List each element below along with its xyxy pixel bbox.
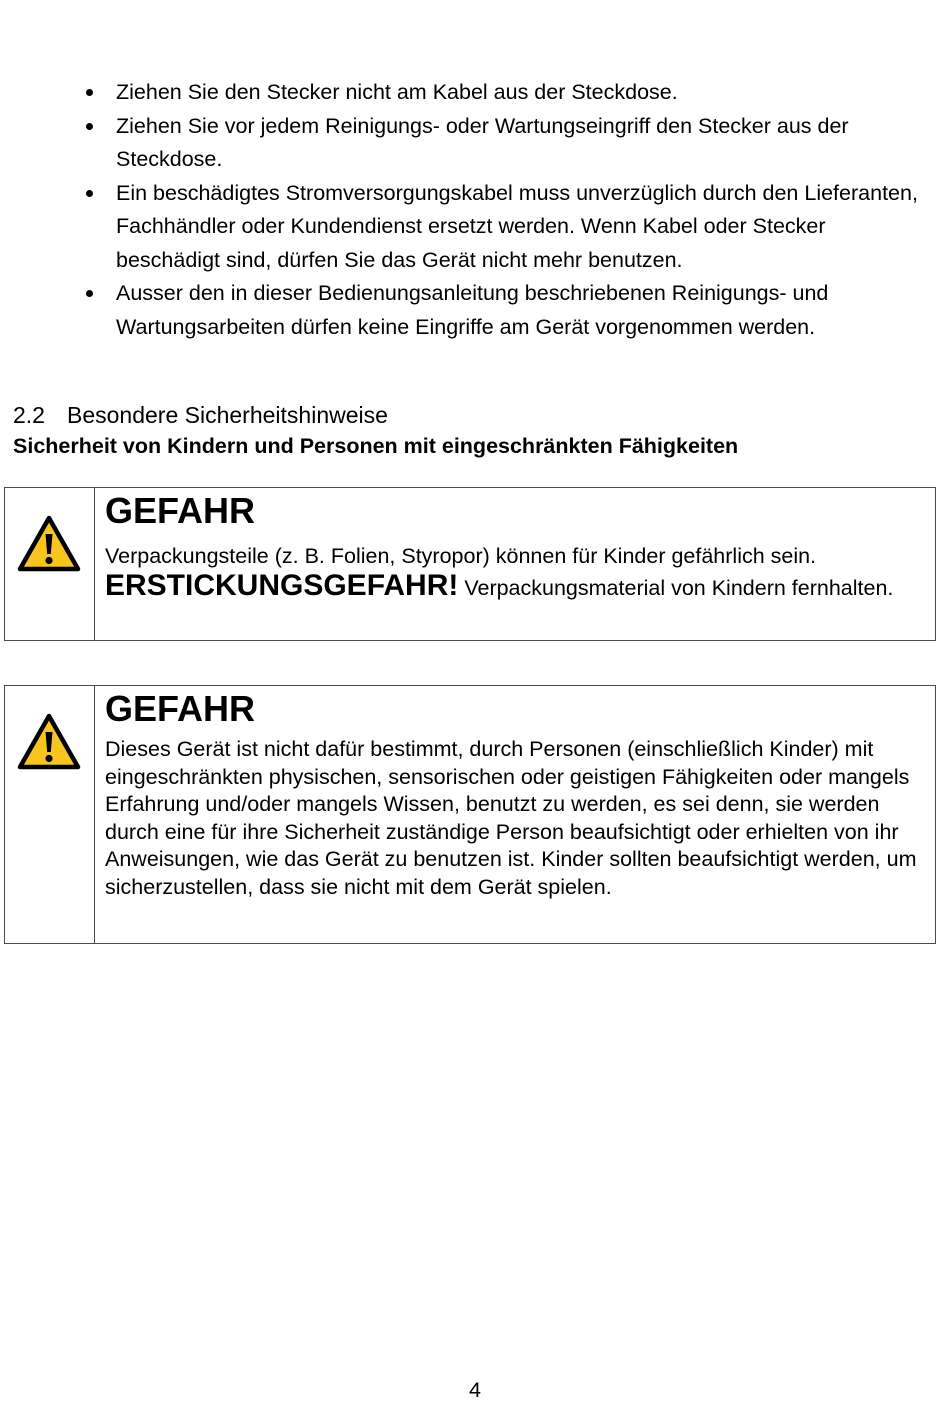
bullet-dot-icon xyxy=(86,190,93,197)
warning-icon-cell xyxy=(5,686,95,943)
bullet-dot-icon xyxy=(86,123,93,130)
warning-title: GEFAHR xyxy=(105,688,256,729)
bullet-item xyxy=(84,76,934,110)
page-number: 4 xyxy=(469,1378,481,1402)
warning-content xyxy=(95,488,935,640)
warning-content xyxy=(95,686,935,943)
warning-title: GEFAHR xyxy=(105,490,256,531)
warning-icon-cell xyxy=(5,488,95,640)
warning-text-before: Verpackungsteile (z. B. Folien, Styropor) können für Kinder gefährlich sein. xyxy=(105,544,817,568)
safety-bullet-list xyxy=(84,76,934,344)
warning-strong-text: ERSTICKUNGSGEFAHR! xyxy=(105,569,459,602)
bullet-item xyxy=(84,177,934,278)
warning-triangle-icon xyxy=(15,710,83,772)
section-subheading: Sicherheit von Kindern und Personen mit eingeschränkten Fähigkeiten xyxy=(13,434,739,458)
bullet-dot-icon xyxy=(86,290,93,297)
warning-text-after: Verpackungsmaterial von Kindern fernhalten. xyxy=(458,576,894,600)
bullet-text: Ziehen Sie den Stecker nicht am Kabel aus der Steckdose. xyxy=(116,80,678,104)
warning-body: Dieses Gerät ist nicht dafür bestimmt, durch Personen (einschließlich Kinder) mit eingeschränkten physischen, sensorischen oder geistigen Fähigkeiten oder mangels Erfahrung und/oder mangels Wissen, benutzt zu werden, es sei denn, sie werden durch eine für ihre Sicherheit zuständige Person beaufsichtigt oder erhielten von ihr Anweisungen, wie das Gerät zu benutzen ist. Kinder sollten beaufsichtigt werden, um sicherzustellen, dass sie nicht mit dem Gerät spielen. xyxy=(105,737,917,899)
warning-triangle-icon xyxy=(15,512,83,574)
section-number: 2.2 xyxy=(13,402,45,428)
section-heading xyxy=(13,400,388,430)
bullet-text: Ein beschädigtes Stromversorgungskabel muss unverzüglich durch den Lieferanten, Fachhändler oder Kundendienst ersetzt werden. Wenn Kabel oder Stecker beschädigt sind, dürfen Sie das Gerät nicht mehr benutzen. xyxy=(116,180,918,272)
warning-box-persons xyxy=(4,685,936,944)
bullet-dot-icon xyxy=(86,89,93,96)
bullet-text: Ziehen Sie vor jedem Reinigungs- oder Wartungseingriff den Stecker aus der Steckdose. xyxy=(116,113,849,171)
section-title: Besondere Sicherheitshinweise xyxy=(67,402,388,428)
bullet-item xyxy=(84,277,934,344)
bullet-item xyxy=(84,110,934,177)
warning-body xyxy=(105,542,927,603)
bullet-text: Ausser den in dieser Bedienungsanleitung beschriebenen Reinigungs- und Wartungsarbeiten dürfen keine Eingriffe am Gerät vorgenommen werden. xyxy=(116,281,829,339)
warning-box-packaging xyxy=(4,487,936,641)
